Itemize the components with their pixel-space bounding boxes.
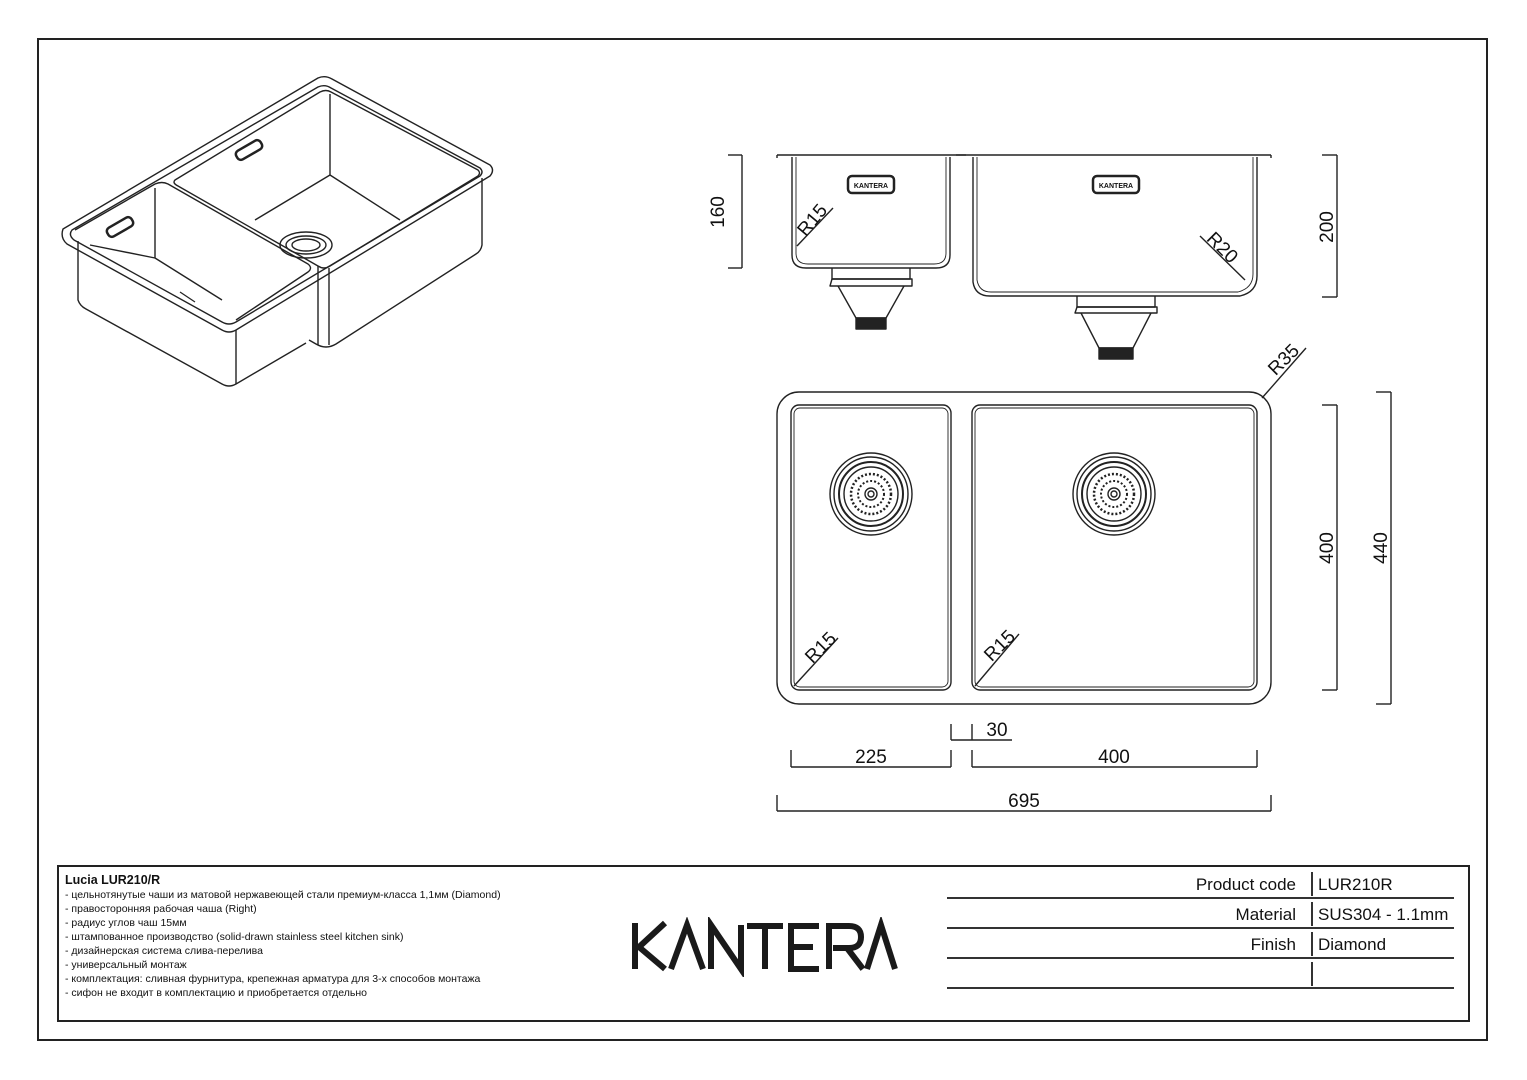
feature-item: - комплектация: сливная фурнитура, крепежная арматура для 3-х способов монтажа [65, 973, 481, 985]
spec-label: Material [1235, 905, 1296, 924]
spec-row-product-code [947, 869, 1454, 899]
dim-overall-depth: 440 [1371, 532, 1392, 564]
dim-overall-width: 695 [1008, 791, 1040, 812]
badge-texts [854, 183, 1133, 190]
feature-item: - сифон не входит в комплектацию и приобретается отдельно [65, 987, 367, 999]
side-section-view [728, 155, 1337, 359]
brand-logo [629, 917, 899, 977]
dim-side-left-radius: R15 [793, 200, 833, 241]
dim-left-bowl-height: 160 [708, 196, 729, 228]
spec-divider [1311, 872, 1313, 896]
dim-left-bowl-width: 225 [855, 747, 887, 768]
right-badge-label: KANTERA [1098, 183, 1134, 190]
isometric-sink-view [62, 77, 492, 386]
spec-label: Product code [1195, 875, 1296, 894]
spec-row-empty [947, 959, 1454, 989]
right-drain [1073, 453, 1155, 535]
dim-right-bowl-height: 200 [1317, 211, 1338, 243]
spec-divider [1311, 902, 1313, 926]
spec-value: LUR210R [1318, 875, 1393, 894]
product-notes [65, 873, 625, 1000]
spec-value: Diamond [1318, 935, 1387, 954]
spec-row-material [947, 899, 1454, 929]
dim-right-bowl-width: 400 [1098, 747, 1130, 768]
dim-left-bowl-radius: R15 [801, 628, 841, 668]
model-name: Lucia LUR210/R [65, 873, 161, 887]
feature-item: - радиус углов чаш 15мм [65, 917, 187, 929]
spec-divider [1311, 962, 1313, 986]
dim-right-bowl-radius: R15 [980, 626, 1020, 666]
left-badge-label: KANTERA [853, 183, 889, 190]
dim-bowl-depth: 400 [1317, 532, 1338, 564]
spec-value: SUS304 - 1.1mm [1318, 905, 1449, 924]
spec-divider [1311, 932, 1313, 956]
feature-item: - правосторонняя рабочая чаша (Right) [65, 903, 257, 915]
feature-item: - штампованное производство (solid-drawn stainless steel kitchen sink) [65, 931, 404, 943]
dim-outer-radius: R35 [1264, 340, 1304, 380]
left-drain [830, 453, 912, 535]
spec-table [947, 869, 1454, 989]
feature-item: - универсальный монтаж [65, 959, 187, 971]
feature-item: - дизайнерская система слива-перелива [65, 945, 263, 957]
dim-divider-width: 30 [986, 720, 1008, 741]
dim-side-right-radius: R20 [1202, 228, 1242, 268]
feature-item: - цельнотянутые чаши из матовой нержавеющей стали премиум-класса 1,1мм (Diamond) [65, 889, 501, 901]
spec-label: Finish [1250, 935, 1296, 954]
plan-top-view [777, 348, 1391, 811]
dimension-labels [708, 196, 1392, 812]
spec-row-finish [947, 929, 1454, 959]
feature-list [65, 888, 625, 1000]
title-block [57, 865, 1470, 1022]
